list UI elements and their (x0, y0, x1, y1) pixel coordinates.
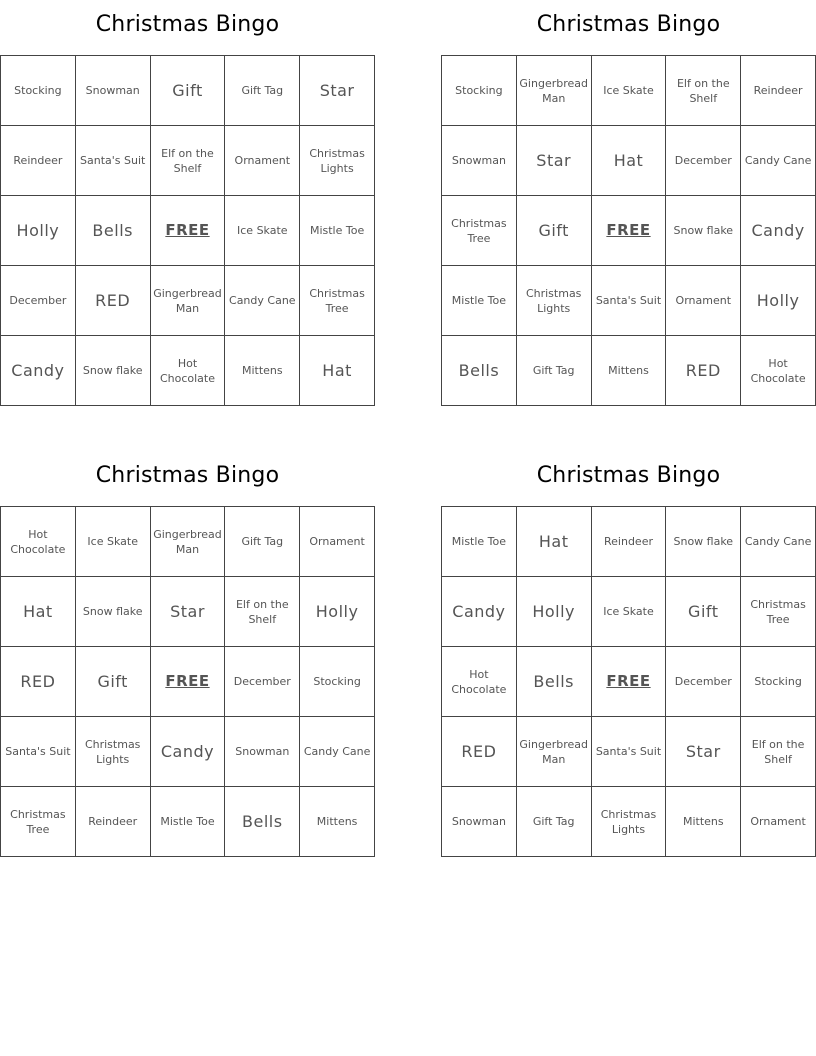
bingo-cell: RED (76, 266, 151, 336)
bingo-cell: Ice Skate (592, 577, 667, 647)
bingo-cell: Christmas Lights (517, 266, 592, 336)
card-title: Christmas Bingo (95, 12, 280, 37)
bingo-cell: Star (517, 126, 592, 196)
bingo-cell: Holly (1, 196, 76, 266)
bingo-cell: Christmas Tree (741, 577, 816, 647)
bingo-cell: December (1, 266, 76, 336)
bingo-cell: Reindeer (76, 787, 151, 857)
bingo-cell: Candy (151, 717, 226, 787)
bingo-cell: Gift (151, 56, 226, 126)
bingo-cell: Snow flake (76, 577, 151, 647)
bingo-cell: Hot Chocolate (442, 647, 517, 717)
bingo-card-3 (0, 451, 375, 861)
bingo-cell: Gift Tag (225, 56, 300, 126)
bingo-cell: Mistle Toe (442, 507, 517, 577)
bingo-cell: Gingerbread Man (151, 507, 226, 577)
bingo-cell: Ornament (300, 507, 375, 577)
bingo-grid (0, 506, 375, 857)
bingo-cell: Santa's Suit (1, 717, 76, 787)
card-title: Christmas Bingo (95, 463, 280, 488)
bingo-cell: Snowman (442, 787, 517, 857)
bingo-cell: Gingerbread Man (517, 717, 592, 787)
bingo-cell: Mittens (225, 336, 300, 406)
bingo-cell: Santa's Suit (76, 126, 151, 196)
bingo-grid (441, 506, 816, 857)
bingo-cell: Santa's Suit (592, 266, 667, 336)
bingo-cell: Star (151, 577, 226, 647)
free-space-cell: FREE (151, 196, 226, 266)
bingo-cell: Gift (666, 577, 741, 647)
bingo-cell: Gift Tag (225, 507, 300, 577)
bingo-cell: Gift (517, 196, 592, 266)
bingo-cell: RED (666, 336, 741, 406)
bingo-cell: December (666, 126, 741, 196)
bingo-cell: Mistle Toe (442, 266, 517, 336)
bingo-cell: Ice Skate (225, 196, 300, 266)
bingo-card-1 (0, 0, 375, 410)
bingo-cell: Reindeer (741, 56, 816, 126)
bingo-cell: Gingerbread Man (517, 56, 592, 126)
bingo-cell: December (225, 647, 300, 717)
bingo-cell: Mittens (300, 787, 375, 857)
bingo-cell: Stocking (1, 56, 76, 126)
bingo-cell: Stocking (741, 647, 816, 717)
bingo-cell: Ornament (666, 266, 741, 336)
bingo-cell: Holly (741, 266, 816, 336)
bingo-cell: Elf on the Shelf (666, 56, 741, 126)
bingo-cell: Snowman (225, 717, 300, 787)
bingo-cell: Elf on the Shelf (151, 126, 226, 196)
bingo-cell: Hat (592, 126, 667, 196)
free-space-cell: FREE (592, 196, 667, 266)
bingo-grid (441, 55, 816, 406)
bingo-cell: Candy Cane (225, 266, 300, 336)
bingo-cell: December (666, 647, 741, 717)
bingo-cell: Christmas Lights (592, 787, 667, 857)
bingo-cell: Hat (1, 577, 76, 647)
bingo-cell: Ice Skate (592, 56, 667, 126)
bingo-grid (0, 55, 375, 406)
bingo-cell: Holly (300, 577, 375, 647)
bingo-cell: Candy (741, 196, 816, 266)
bingo-cell: Ornament (225, 126, 300, 196)
bingo-cell: Bells (442, 336, 517, 406)
bingo-cell: Stocking (442, 56, 517, 126)
bingo-cell: Reindeer (1, 126, 76, 196)
bingo-cell: Christmas Lights (300, 126, 375, 196)
bingo-cell: Star (666, 717, 741, 787)
bingo-cell: Mittens (592, 336, 667, 406)
bingo-cell: Christmas Tree (300, 266, 375, 336)
bingo-cell: Hat (517, 507, 592, 577)
bingo-cell: Bells (76, 196, 151, 266)
bingo-card-4 (441, 451, 816, 861)
bingo-card-2 (441, 0, 816, 410)
bingo-cell: Mistle Toe (300, 196, 375, 266)
bingo-cell: Gift (76, 647, 151, 717)
bingo-cell: Christmas Lights (76, 717, 151, 787)
bingo-cell: Snow flake (666, 196, 741, 266)
bingo-cell: Snow flake (666, 507, 741, 577)
bingo-cell: Candy Cane (741, 507, 816, 577)
bingo-cell: RED (1, 647, 76, 717)
bingo-cell: RED (442, 717, 517, 787)
card-title: Christmas Bingo (536, 12, 721, 37)
bingo-cell: Reindeer (592, 507, 667, 577)
bingo-cell: Stocking (300, 647, 375, 717)
bingo-cell: Hot Chocolate (1, 507, 76, 577)
free-space-cell: FREE (592, 647, 667, 717)
bingo-cell: Candy Cane (741, 126, 816, 196)
card-title: Christmas Bingo (536, 463, 721, 488)
bingo-cell: Star (300, 56, 375, 126)
bingo-cell: Ornament (741, 787, 816, 857)
bingo-cell: Candy (1, 336, 76, 406)
bingo-cell: Gift Tag (517, 787, 592, 857)
bingo-cell: Snowman (442, 126, 517, 196)
bingo-cell: Mittens (666, 787, 741, 857)
bingo-cell: Candy (442, 577, 517, 647)
bingo-cell: Christmas Tree (1, 787, 76, 857)
bingo-cell: Gift Tag (517, 336, 592, 406)
free-space-cell: FREE (151, 647, 226, 717)
bingo-cell: Hot Chocolate (151, 336, 226, 406)
bingo-cell: Bells (225, 787, 300, 857)
bingo-cell: Candy Cane (300, 717, 375, 787)
bingo-cell: Elf on the Shelf (225, 577, 300, 647)
bingo-cell: Elf on the Shelf (741, 717, 816, 787)
bingo-cell: Snow flake (76, 336, 151, 406)
bingo-cell: Bells (517, 647, 592, 717)
bingo-cell: Hat (300, 336, 375, 406)
bingo-cell: Santa's Suit (592, 717, 667, 787)
bingo-cell: Snowman (76, 56, 151, 126)
bingo-cell: Mistle Toe (151, 787, 226, 857)
bingo-cell: Gingerbread Man (151, 266, 226, 336)
bingo-cell: Holly (517, 577, 592, 647)
bingo-cell: Hot Chocolate (741, 336, 816, 406)
bingo-cell: Christmas Tree (442, 196, 517, 266)
bingo-cell: Ice Skate (76, 507, 151, 577)
